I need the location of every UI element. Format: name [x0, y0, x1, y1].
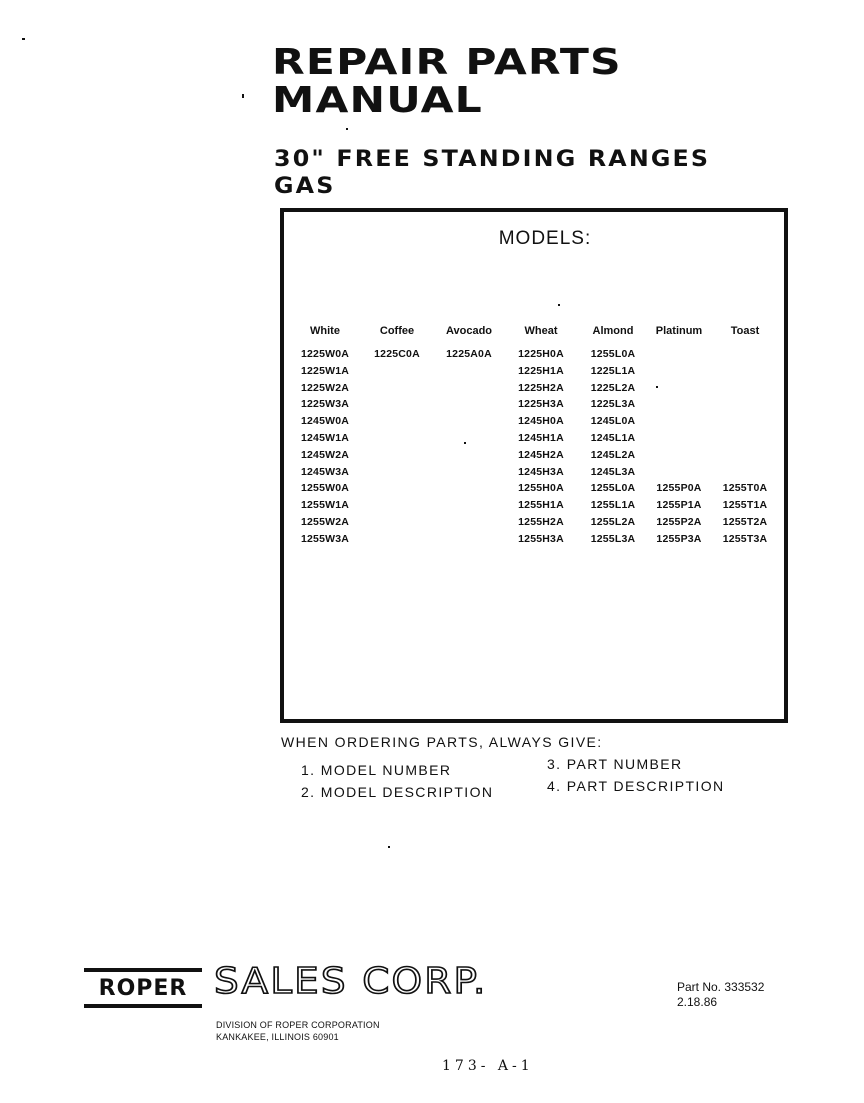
models-column-cells: [580, 346, 646, 548]
models-column-toast: [712, 324, 778, 548]
models-column-platinum: [646, 324, 712, 548]
company-name: SALES CORP.: [214, 961, 488, 1002]
models-column-cells: [508, 346, 574, 548]
model-number: 1225L3A: [590, 398, 636, 411]
model-number: [646, 346, 712, 363]
models-column-cells: [646, 346, 712, 548]
models-column-header: Coffee: [379, 325, 415, 337]
model-number: 1255T2A: [722, 515, 768, 528]
model-number: 1225H3A: [518, 398, 564, 411]
model-number: 1225W0A: [300, 348, 350, 360]
model-number: 1255P1A: [656, 499, 702, 512]
models-column-header: Platinum: [655, 325, 703, 337]
model-number: [712, 413, 778, 430]
scan-speck: [464, 442, 466, 444]
product-subtitle-line2: GAS: [274, 174, 336, 199]
model-number: 1255P2A: [656, 515, 702, 528]
manual-title: [272, 44, 622, 120]
model-number: 1225L2A: [590, 381, 636, 394]
model-number: 1245H3A: [518, 465, 564, 478]
model-number: 1245W2A: [300, 448, 350, 461]
models-column-cells: [292, 346, 358, 548]
models-column-header: Avocado: [445, 325, 493, 337]
product-subtitle: [274, 146, 710, 200]
model-number: 1255H3A: [518, 532, 564, 545]
manual-title-line1: REPAIR PARTS: [272, 42, 622, 83]
model-number: [712, 380, 778, 397]
scan-speck: [558, 304, 560, 306]
ordering-item: 3. PART NUMBER: [547, 756, 683, 772]
model-number: 1225L1A: [590, 364, 636, 377]
model-number: 1255W0A: [300, 482, 350, 495]
model-number: 1225H0A: [518, 348, 564, 360]
logo-bar-top: [84, 968, 202, 972]
model-number: 1225W3A: [300, 398, 350, 411]
model-number: [646, 464, 712, 481]
manual-title-line2: MANUAL: [272, 80, 483, 121]
roper-logo: [84, 968, 202, 1008]
model-number: 1255L0A: [590, 482, 636, 495]
scan-speck: [242, 94, 244, 98]
roper-logo-text: ROPER: [98, 976, 188, 1001]
model-number: 1255W2A: [300, 515, 350, 528]
part-number: Part No. 333532: [677, 980, 765, 994]
model-number: 1255P3A: [656, 532, 702, 545]
model-number: 1225A0A: [446, 348, 492, 360]
ordering-item: 4. PART DESCRIPTION: [547, 778, 725, 794]
model-number: 1245L2A: [590, 448, 636, 461]
model-number: 1255W1A: [300, 499, 350, 512]
models-column-wheat: [508, 324, 574, 548]
ordering-item: 1. MODEL NUMBER: [301, 762, 452, 778]
models-column-header: Toast: [730, 325, 760, 337]
logo-bar-bottom: [84, 1004, 202, 1008]
model-number: 1225H1A: [518, 364, 564, 377]
models-column-cells: [364, 346, 430, 363]
model-number: 1255W3A: [300, 532, 350, 545]
model-number: 1225W1A: [300, 364, 350, 377]
model-number: 1225W2A: [300, 381, 350, 394]
models-column-cells: [436, 346, 502, 363]
model-number: 1225C0A: [374, 348, 420, 360]
model-number: [712, 464, 778, 481]
address-line: KANKAKEE, ILLINOIS 60901: [216, 1032, 339, 1042]
model-number: 1255T3A: [722, 532, 768, 545]
part-number-block: [677, 980, 764, 1010]
model-number: 1255H2A: [518, 515, 564, 528]
model-number: 1255T1A: [722, 499, 768, 512]
scan-speck: [22, 38, 25, 40]
model-number: 1245L0A: [590, 415, 636, 428]
division-line: DIVISION OF ROPER CORPORATION: [216, 1020, 380, 1030]
print-date: 2.18.86: [677, 995, 718, 1009]
model-number: 1255L1A: [590, 499, 636, 512]
model-number: [646, 430, 712, 447]
model-number: 1255L3A: [590, 532, 636, 545]
model-number: [712, 396, 778, 413]
model-number: [712, 363, 778, 380]
model-number: 1255T0A: [722, 482, 768, 495]
model-number: [646, 413, 712, 430]
model-number: 1245W0A: [300, 415, 350, 428]
model-number: [646, 396, 712, 413]
ordering-heading: WHEN ORDERING PARTS, ALWAYS GIVE:: [281, 734, 603, 750]
models-column-header: Almond: [592, 325, 634, 337]
models-column-header: Wheat: [524, 325, 558, 337]
model-number: 1245L1A: [590, 431, 636, 444]
models-column-white: [292, 324, 358, 548]
model-number: [646, 363, 712, 380]
model-number: 1245W3A: [300, 465, 350, 478]
models-column-header: White: [310, 325, 340, 337]
model-number: [712, 447, 778, 464]
model-number: [712, 430, 778, 447]
handwritten-note: 173- A-1: [442, 1058, 534, 1074]
scan-speck: [656, 386, 658, 388]
model-number: 1245H0A: [518, 415, 564, 428]
models-column-coffee: [364, 324, 430, 363]
model-number: 1245L3A: [590, 465, 636, 478]
models-column-avocado: [436, 324, 502, 363]
ordering-item: 2. MODEL DESCRIPTION: [301, 784, 494, 800]
model-number: 1255L0A: [590, 348, 636, 360]
scan-speck: [346, 128, 348, 130]
model-number: 1245H2A: [518, 448, 564, 461]
models-box: [280, 208, 788, 723]
model-number: [646, 447, 712, 464]
models-column-almond: [580, 324, 646, 548]
model-number: 1255P0A: [656, 482, 702, 495]
model-number: [712, 346, 778, 363]
models-heading: MODELS:: [498, 228, 592, 249]
model-number: 1255L2A: [590, 515, 636, 528]
model-number: 1245H1A: [518, 431, 564, 444]
model-number: 1245W1A: [300, 431, 350, 444]
model-number: 1255H1A: [518, 499, 564, 512]
model-number: 1255H0A: [518, 482, 564, 495]
product-subtitle-line1: 30" FREE STANDING RANGES: [274, 147, 711, 172]
model-number: 1225H2A: [518, 381, 564, 394]
division-address: [216, 1019, 380, 1043]
scan-speck: [388, 846, 390, 848]
models-column-cells: [712, 346, 778, 548]
